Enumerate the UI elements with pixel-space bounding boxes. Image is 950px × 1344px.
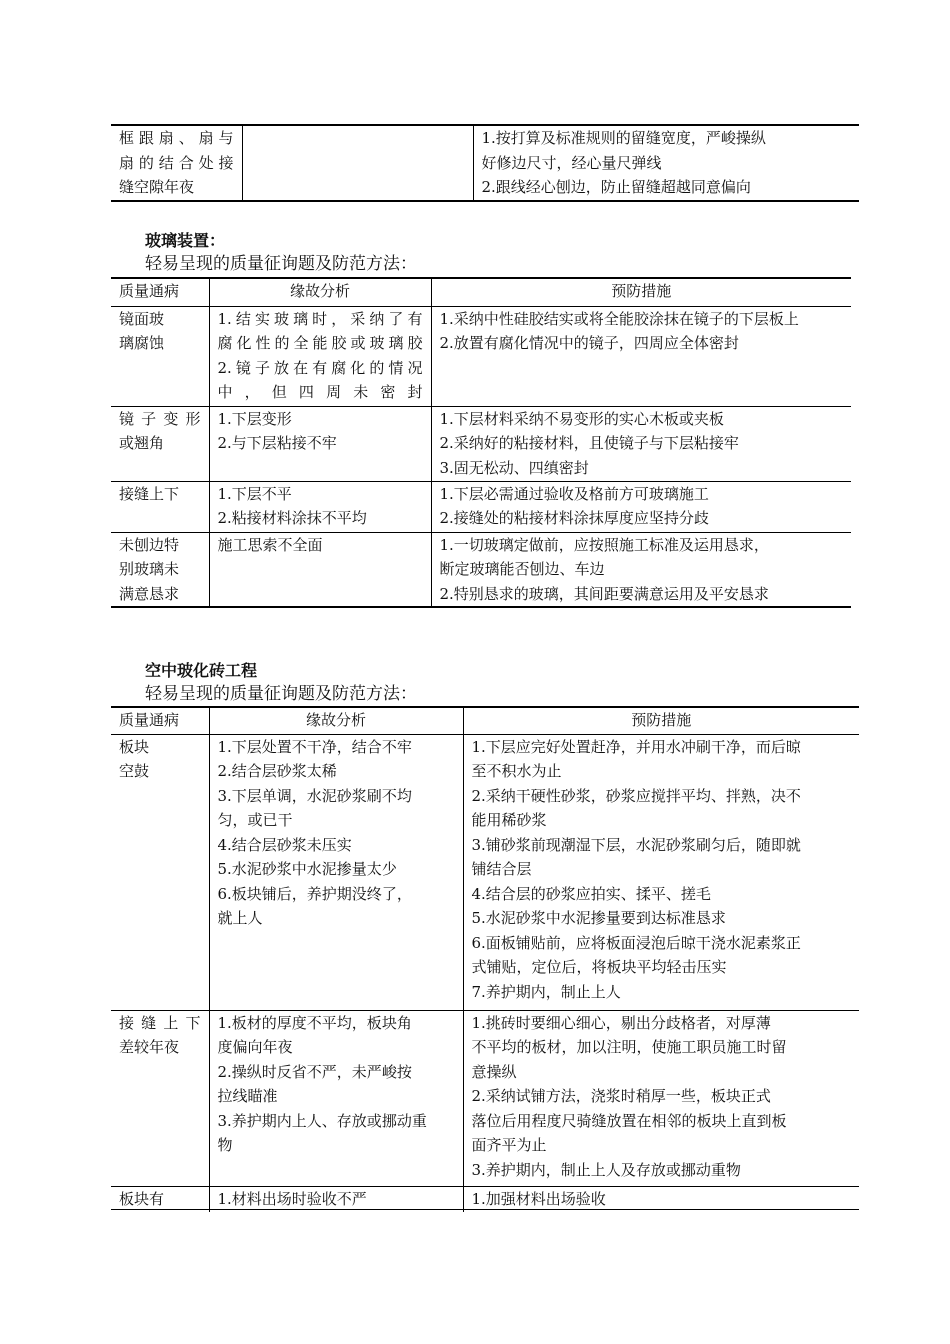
table-row	[111, 1010, 859, 1186]
issue-cell	[111, 481, 209, 532]
cause-text: 中，但四周未密封	[217, 383, 423, 401]
measure-text: 1.下层应完好处置赶净，并用水冲刷干净，而后晾	[471, 737, 801, 756]
cause-text: 1.下层变形	[217, 409, 292, 428]
measure-text: 2.特别恳求的玻璃，其间距要满意运用及平安恳求	[439, 584, 769, 603]
issue-cell	[111, 532, 209, 607]
cause-cell	[209, 532, 431, 607]
cause-text: 1.板材的厚度不平均，板块角	[217, 1013, 412, 1032]
issue-text: 空鼓	[119, 762, 150, 780]
issue-text: 板块有	[119, 1189, 165, 1208]
cause-text: 拉线瞄准	[217, 1087, 278, 1105]
header-measures: 预防措施	[431, 278, 851, 306]
measures-cell	[431, 481, 851, 532]
header-issue: 质量通病	[111, 278, 209, 306]
table-row	[111, 406, 851, 481]
issue-cell	[111, 306, 209, 406]
cause-text: 就上人	[217, 909, 263, 927]
measure-text: 3.铺砂浆前现潮湿下层，水泥砂浆刷匀后，随即就	[471, 835, 801, 854]
cause-cell	[209, 1010, 463, 1186]
table-row	[111, 734, 859, 1010]
cause-text: 2.与下层粘接不牢	[217, 434, 337, 452]
measure-text: 不平均的板材，加以注明，使施工职员施工时留	[471, 1038, 787, 1056]
measures-cell	[431, 306, 851, 406]
measure-text: 3.固无松动、四缜密封	[439, 458, 589, 477]
measure-text: 6.面板铺贴前，应将板面浸泡后晾干浇水泥素浆正	[471, 933, 801, 952]
cause-text: 2.结合层砂浆太稀	[217, 762, 337, 780]
measure-text: 1.采纳中性硅胶结实或将全能胶涂抹在镜子的下层板上	[439, 309, 799, 328]
cause-text: 度偏向年夜	[217, 1038, 293, 1056]
measures-cell	[473, 125, 859, 201]
glass-defects-table	[111, 277, 851, 608]
table-row	[111, 481, 851, 532]
issue-text: 满意恳求	[119, 584, 180, 603]
issue-text: 差较年夜	[119, 1038, 180, 1056]
issue-text: 缝空隙年夜	[119, 178, 195, 196]
cause-text: 3.下层单调，水泥砂浆刷不均	[217, 786, 412, 805]
measure-text: 意操纵	[471, 1062, 517, 1081]
cause-text: 5.水泥砂浆中水泥掺量太少	[217, 860, 397, 878]
issue-cell	[111, 1010, 209, 1186]
measure-text: 至不积水为止	[471, 762, 562, 780]
cause-text: 6.板块铺后，养护期没终了，	[217, 884, 412, 903]
section-subtitle-tile: 轻易呈现的质量征询题及防范方法：	[145, 684, 417, 704]
measure-text: 1.一切玻璃定做前，应按照施工标准及运用恳求，	[439, 535, 769, 554]
measure-text: 落位后用程度尺骑缝放置在相邻的板块上直到板	[471, 1111, 787, 1130]
cause-text: 1.结实玻璃时，采纳了有	[217, 309, 423, 328]
measure-text: 好修边尺寸，经心量尺弹线	[481, 153, 662, 172]
cause-text: 物	[217, 1136, 233, 1154]
cause-text: 2.镜子放在有腐化的情况	[217, 358, 423, 377]
measures-cell	[463, 1010, 859, 1186]
table-header-row	[111, 278, 851, 306]
cause-cell	[209, 734, 463, 1010]
measure-text: 2.采纳好的粘接材料，且使镜子与下层粘接牢	[439, 434, 739, 452]
measure-text: 2.采纳干硬性砂浆，砂浆应搅拌平均、拌熟，决不	[471, 786, 801, 805]
cause-text: 2.粘接材料涂抹不平均	[217, 509, 367, 527]
measure-text: 2.放置有腐化情况中的镜子，四周应全体密封	[439, 334, 739, 352]
table-row	[111, 306, 851, 406]
cause-text: 1.材料出场时验收不严	[217, 1189, 367, 1208]
issue-text: 框跟扇、扇与	[119, 129, 234, 147]
issue-text: 板块	[119, 737, 150, 756]
measures-cell	[431, 406, 851, 481]
measure-text: 4.结合层的砂浆应拍实、揉平、搓毛	[471, 884, 711, 903]
issue-text: 接 缝 上 下	[119, 1013, 201, 1032]
issue-text: 镜面玻	[119, 309, 165, 328]
cause-cell	[242, 125, 473, 201]
measure-text: 面齐平为止	[471, 1136, 547, 1154]
header-issue: 质量通病	[111, 707, 209, 734]
measure-text: 2.采纳试铺方法，浇浆时稍厚一些，板块正式	[471, 1087, 771, 1105]
cause-cell	[209, 406, 431, 481]
measure-text: 1.加强材料出场验收	[471, 1189, 606, 1208]
issue-text: 接缝上下	[119, 484, 180, 503]
measure-text: 3.养护期内，制止上人及存放或挪动重物	[471, 1160, 741, 1179]
measure-text: 能用稀砂浆	[471, 811, 547, 829]
issue-text: 未刨边特	[119, 535, 180, 554]
measure-text: 1.下层材料采纳不易变形的实心木板或夹板	[439, 409, 724, 428]
header-cause: 缘故分析	[209, 278, 431, 306]
measures-cell	[431, 532, 851, 607]
cause-cell	[209, 481, 431, 532]
table-row	[111, 532, 851, 607]
measure-text: 1.下层必需通过验收及格前方可玻璃施工	[439, 484, 709, 503]
header-cause: 缘故分析	[209, 707, 463, 734]
cause-cell	[209, 306, 431, 406]
header-measures: 预防措施	[463, 707, 859, 734]
issue-text: 扇的结合处接	[119, 153, 234, 172]
cause-text: 2.操纵时反省不严，未严峻按	[217, 1062, 412, 1081]
cause-text: 施工思索不全面	[217, 535, 323, 554]
table-bottom-rule	[111, 1209, 859, 1210]
issue-text: 别玻璃未	[119, 560, 180, 578]
measure-text: 断定玻璃能否刨边、车边	[439, 560, 605, 578]
cause-text: 1.下层处置不干净，结合不牢	[217, 737, 412, 756]
measure-text: 式铺贴，定位后，将板块平均轻击压实	[471, 958, 727, 976]
cause-text: 4.结合层砂浆未压实	[217, 835, 352, 854]
table-row	[111, 125, 859, 201]
measure-text: 5.水泥砂浆中水泥掺量要到达标准恳求	[471, 909, 726, 927]
measure-text: 1.按打算及标准规则的留缝宽度，严峻操纵	[481, 129, 766, 147]
cause-text: 腐化性的全能胶或玻璃胶	[217, 334, 423, 352]
section-subtitle-glass: 轻易呈现的质量征询题及防范方法：	[145, 254, 417, 274]
issue-text: 镜 子 变 形	[119, 409, 201, 428]
issue-text: 璃腐蚀	[119, 334, 165, 352]
section-title-glass: 玻璃装置：	[145, 231, 226, 250]
cause-text: 3.养护期内上人、存放或挪动重	[217, 1111, 427, 1130]
issue-cell	[111, 734, 209, 1010]
section-title-tile: 空中玻化砖工程	[145, 661, 258, 680]
table-header-row	[111, 707, 859, 734]
measures-cell	[463, 734, 859, 1010]
measure-text: 1.挑砖时要细心细心，剔出分歧格者，对厚薄	[471, 1013, 771, 1032]
cause-text: 匀，或已干	[217, 811, 293, 829]
measure-text: 铺结合层	[471, 860, 532, 878]
cause-text: 1.下层不平	[217, 484, 292, 503]
measure-text: 7.养护期内，制止上人	[471, 982, 621, 1001]
tile-defects-table	[111, 706, 859, 1212]
door-frame-gap-table	[111, 124, 859, 202]
issue-cell	[111, 125, 242, 201]
issue-cell	[111, 406, 209, 481]
measure-text: 2.接缝处的粘接材料涂抹厚度应坚持分歧	[439, 509, 709, 527]
issue-text: 或翘角	[119, 434, 165, 452]
measure-text: 2.跟线经心刨边，防止留缝超越同意偏向	[481, 178, 751, 196]
